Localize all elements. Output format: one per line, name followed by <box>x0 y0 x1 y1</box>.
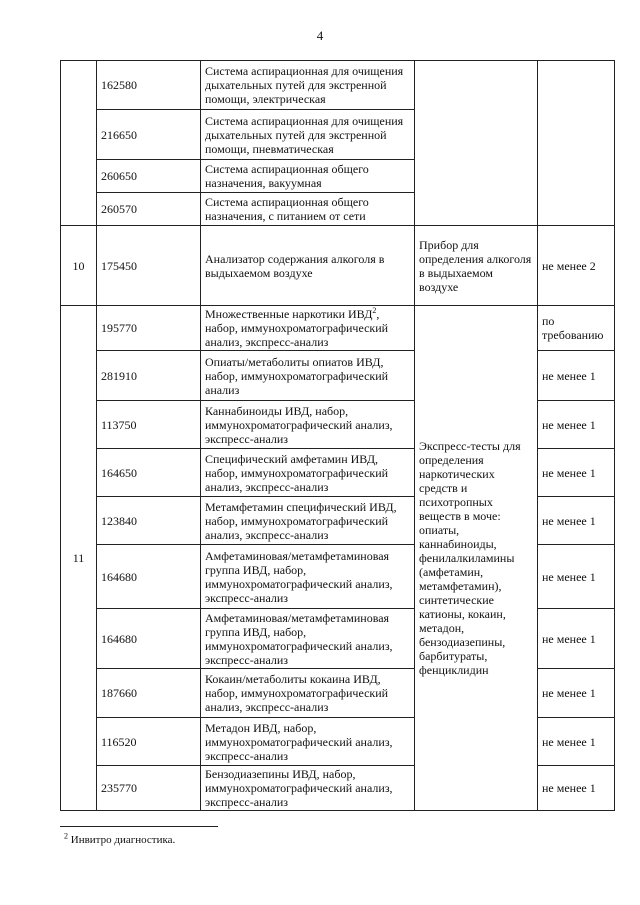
requirement-cell: по требованию <box>538 306 615 351</box>
requirement-cell: не менее 1 <box>538 669 615 718</box>
code-cell: 113750 <box>97 401 201 449</box>
code-cell: 164680 <box>97 545 201 609</box>
name-text: Множественные наркотики ИВД <box>205 307 373 321</box>
requirement-cell: не менее 1 <box>538 609 615 669</box>
group-number-cell: 10 <box>61 226 97 306</box>
footnote-ref: 2 <box>372 306 377 315</box>
name-cell: Специфический амфетамин ИВД, набор, иммунохроматографический анализ, экспресс-анализ <box>201 449 415 497</box>
name-cell: Метамфетамин специфический ИВД, набор, иммунохроматографический анализ, экспресс-анализ <box>201 497 415 545</box>
code-cell: 195770 <box>97 306 201 351</box>
name-cell: Система аспирационная общего назначения, вакуумная <box>201 160 415 193</box>
requirement-cell: не менее 1 <box>538 449 615 497</box>
requirement-cell: не менее 1 <box>538 766 615 811</box>
code-cell: 116520 <box>97 718 201 766</box>
name-cell: Система аспирационная для очищения дыхательных путей для экстренной помощи, электрическая <box>201 61 415 110</box>
code-cell: 260650 <box>97 160 201 193</box>
name-text-rest: , набор, иммунохроматографический анализ, экспресс-анализ <box>205 307 389 349</box>
name-cell: Амфетаминовая/метамфетаминовая группа ИВД, набор, иммунохроматографический анализ, экспресс-анализ <box>201 545 415 609</box>
code-cell: 123840 <box>97 497 201 545</box>
page-number: 4 <box>316 28 324 43</box>
requirement-cell <box>538 61 615 226</box>
requirement-cell: не менее 1 <box>538 401 615 449</box>
name-cell: Кокаин/метаболиты кокаина ИВД, набор, иммунохроматографический анализ, экспресс-анализ <box>201 669 415 718</box>
name-cell: Система аспирационная общего назначения, с питанием от сети <box>201 193 415 226</box>
footnote-mark: 2 <box>64 831 68 841</box>
name-cell: Анализатор содержания алкоголя в выдыхаемом воздухе <box>201 226 415 306</box>
code-cell: 164680 <box>97 609 201 669</box>
code-cell: 216650 <box>97 110 201 160</box>
code-cell: 235770 <box>97 766 201 811</box>
footnote <box>64 831 176 846</box>
purpose-cell <box>415 61 538 226</box>
name-cell: Метадон ИВД, набор, иммунохроматографический анализ, экспресс-анализ <box>201 718 415 766</box>
requirement-cell: не менее 1 <box>538 545 615 609</box>
footnote-text: Инвитро диагностика. <box>68 834 176 846</box>
name-cell: Бензодиазепины ИВД, набор, иммунохроматографический анализ, экспресс-анализ <box>201 766 415 811</box>
purpose-cell: Прибор для определения алкоголя в выдыхаемом воздухе <box>415 226 538 306</box>
requirement-cell: не менее 1 <box>538 718 615 766</box>
code-cell: 260570 <box>97 193 201 226</box>
code-cell: 175450 <box>97 226 201 306</box>
name-cell: Амфетаминовая/метамфетаминовая группа ИВД, набор, иммунохроматографический анализ, экспресс-анализ <box>201 609 415 669</box>
footnote-divider <box>60 826 218 827</box>
name-cell: Опиаты/метаболиты опиатов ИВД, набор, иммунохроматографический анализ <box>201 351 415 401</box>
requirement-cell: не менее 1 <box>538 497 615 545</box>
name-cell <box>201 306 415 351</box>
group-number-cell <box>61 61 97 226</box>
table-row <box>61 306 615 351</box>
table-row <box>61 226 615 306</box>
code-cell: 162580 <box>97 61 201 110</box>
table-row <box>61 61 615 110</box>
code-cell: 281910 <box>97 351 201 401</box>
group-number-cell: 11 <box>61 306 97 811</box>
name-cell: Система аспирационная для очищения дыхательных путей для экстренной помощи, пневматическая <box>201 110 415 160</box>
purpose-cell: Экспресс-тесты для определения наркотических средств и психотропных веществ в моче: опиаты, каннабиноиды, фенилалкиламины (амфетамин, метамфетамин), синтетические катионы, кокаин, метадон, бензодиазепины, барбитураты, фенциклидин <box>415 306 538 811</box>
requirement-cell: не менее 1 <box>538 351 615 401</box>
equipment-table <box>60 60 615 811</box>
name-cell: Каннабиноиды ИВД, набор, иммунохроматографический анализ, экспресс-анализ <box>201 401 415 449</box>
code-cell: 164650 <box>97 449 201 497</box>
requirement-cell: не менее 2 <box>538 226 615 306</box>
code-cell: 187660 <box>97 669 201 718</box>
